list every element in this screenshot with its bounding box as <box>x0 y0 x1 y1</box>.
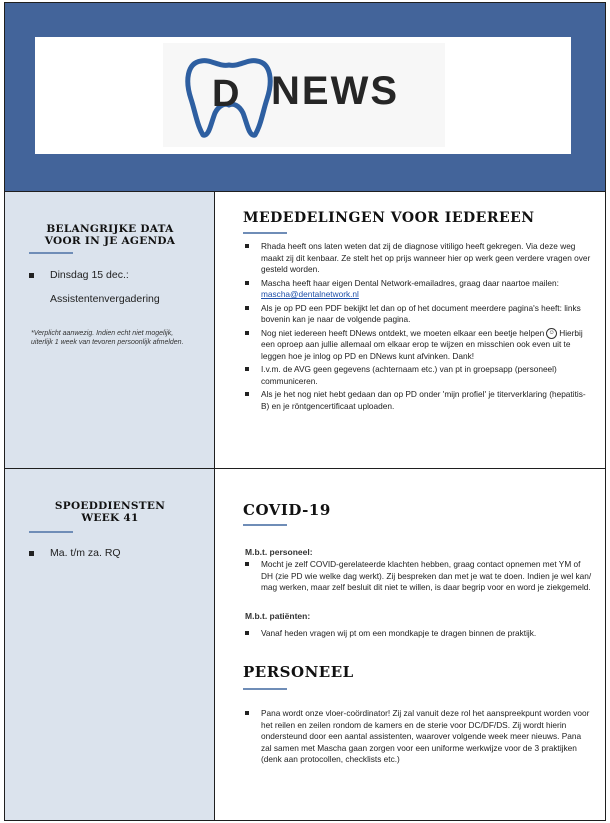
list-item: Nog niet iedereen heeft DNews ontdekt, we moeten elkaar een beetje helpen ☺ Hierbij een oproep aan jullie allemaal om elkaar erop te wijzen en misschien ook even uit te leggen hoe je inlog op PD en DNews kunt afvinken. Dank! <box>243 328 593 363</box>
newsletter-header <box>5 3 605 192</box>
list-item: I.v.m. de AVG geen gegevens (achternaam etc.) van pt in groepsapp (personeel) communiceren. <box>243 364 593 387</box>
section-divider <box>5 468 605 469</box>
logo-banner <box>35 37 571 154</box>
bullet-icon <box>29 273 34 278</box>
list-item: Pana wordt onze vloer-coördinator! Zij zal vanuit deze rol het aanspreekpunt worden voor het reilen en zeilen rondom de kamers en de sterie voor DC/DF/DS. Zij wordt hierin ondersteund door een aantal assistenten, waarover volgende week meer nieuws. Pana zal samen met Mascha gaan zorgen voor een uniforme werkwijze voor de 3 praktijken (denk aan protocollen, checklists etc.) <box>243 708 593 766</box>
bullet-icon <box>29 551 34 556</box>
agenda-note: *Verplicht aanwezig. Indien echt niet mogelijk, uiterlijk 1 week van tevoren persoonlijk afmelden. <box>31 330 184 346</box>
logo-word: NEWS <box>271 69 399 113</box>
emergency-item-text: Ma. t/m za. RQ <box>50 547 121 559</box>
email-link[interactable]: mascha@dentalnetwork.nl <box>261 289 359 299</box>
newsletter-page <box>4 2 606 821</box>
personnel-title: PERSONEEL <box>243 663 354 681</box>
list-item: Als je op PD een PDF bekijkt let dan op of het document meerdere pagina's heeft: links bovenin kan je naar de volgende pagina. <box>243 303 593 326</box>
list-item: Mocht je zelf COVID-gerelateerde klachten hebben, graag contact opnemen met YM of DH (zie PD wie welke dag werkt). Zij bespreken dan met je wat te doen. Indien je wel kan/ mag werken, maar zelf besluit dit niet te willen, is daar begrip voor en word je ziekgemeld. <box>243 559 593 594</box>
covid-title-rule <box>243 524 287 526</box>
personnel-list <box>243 708 593 768</box>
announcements-title: MEDEDELINGEN VOOR IEDEREEN <box>243 210 535 226</box>
list-item: Vanaf heden vragen wij pt om een mondkapje te dragen binnen de praktijk. <box>243 628 593 640</box>
covid-staff-list <box>243 559 593 596</box>
emergency-item <box>29 547 199 563</box>
list-item: Mascha heeft haar eigen Dental Network-emailadres, graag daar naartoe mailen: mascha@dentalnetwork.nl <box>243 278 593 301</box>
announcements-list <box>243 241 593 414</box>
logo-letter: D <box>212 73 240 115</box>
announcements-title-rule <box>243 232 287 234</box>
covid-title: COVID-19 <box>243 501 331 519</box>
tooth-icon <box>183 51 275 139</box>
personnel-title-rule <box>243 688 287 690</box>
list-item: Rhada heeft ons laten weten dat zij de diagnose vitiligo heeft gekregen. Via deze weg maakt zij dit kenbaar. Ze stelt het op prijs wanneer hier op werk geen verdere vragen over gesteld worden. <box>243 241 593 276</box>
covid-patients-list <box>243 628 593 642</box>
emergency-title-rule <box>29 531 73 533</box>
dnews-logo <box>163 43 445 147</box>
agenda-item <box>29 269 199 309</box>
agenda-item-event: Assistentenvergadering <box>50 293 160 305</box>
emergency-title: SPOEDDIENSTEN WEEK 41 <box>54 500 166 524</box>
list-item: Als je het nog niet hebt gedaan dan op PD onder 'mijn profiel' je titerverklaring (hepatitis-B) en je röntgencertificaat uploaden. <box>243 389 593 412</box>
smiley-icon: ☺ <box>546 328 557 339</box>
agenda-title: BELANGRIJKE DATA VOOR IN JE AGENDA <box>44 223 176 247</box>
covid-staff-label: M.b.t. personeel: <box>245 547 313 557</box>
agenda-title-rule <box>29 252 73 254</box>
agenda-item-date: Dinsdag 15 dec.: <box>50 269 129 281</box>
covid-patients-label: M.b.t. patiënten: <box>245 611 311 621</box>
